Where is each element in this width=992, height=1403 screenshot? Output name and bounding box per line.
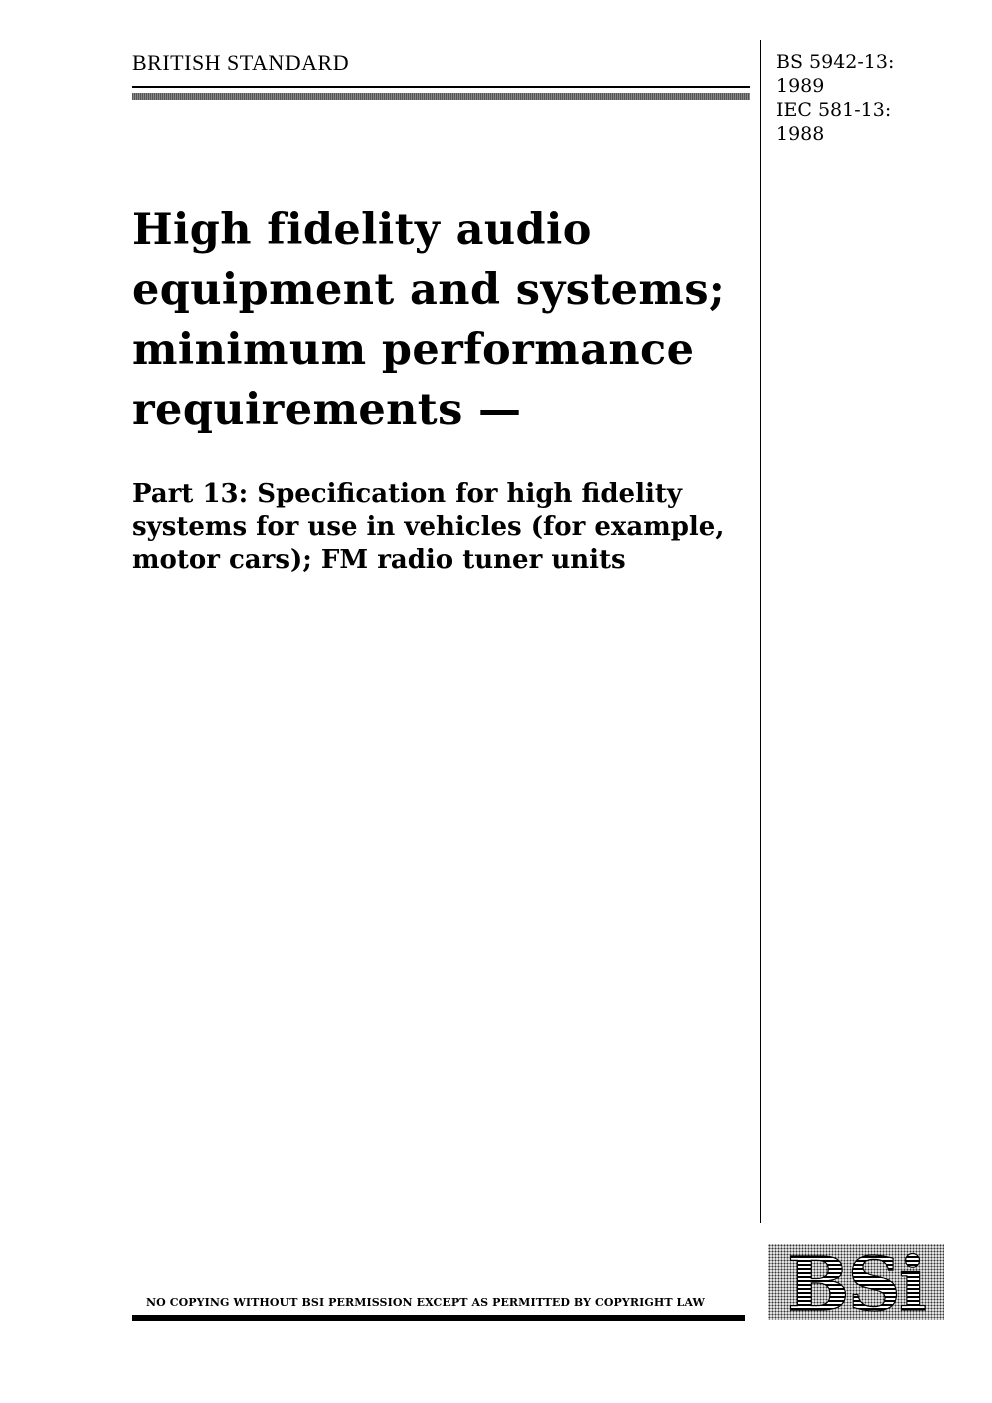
document-title xyxy=(132,200,752,440)
header-rule xyxy=(132,86,750,88)
bsi-logo xyxy=(768,1244,944,1320)
part-line: systems for use in vehicles (for example, xyxy=(132,512,725,542)
iec-number: IEC 581-13: xyxy=(776,99,892,121)
column-divider xyxy=(760,40,761,1223)
iec-year: 1988 xyxy=(776,123,825,145)
standard-identifiers xyxy=(776,50,894,146)
title-line: High fidelity audio xyxy=(132,205,592,255)
bs-year: 1989 xyxy=(776,75,825,97)
bs-number: BS 5942-13: xyxy=(776,51,895,73)
svg-text:BSi: BSi xyxy=(786,1244,926,1320)
document-series-label: BRITISH STANDARD xyxy=(132,50,350,75)
title-line: equipment and systems; xyxy=(132,265,726,315)
header-rule-shaded xyxy=(132,93,750,100)
copyright-notice: NO COPYING WITHOUT BSI PERMISSION EXCEPT AS PERMITTED BY COPYRIGHT LAW xyxy=(146,1296,705,1309)
title-line: minimum performance xyxy=(132,325,695,375)
part-line: motor cars); FM radio tuner units xyxy=(132,545,626,575)
part-line: Part 13: Specification for high fidelity xyxy=(132,479,682,509)
title-line: requirements — xyxy=(132,385,522,435)
part-subtitle xyxy=(132,478,752,577)
footer-rule xyxy=(132,1315,745,1321)
